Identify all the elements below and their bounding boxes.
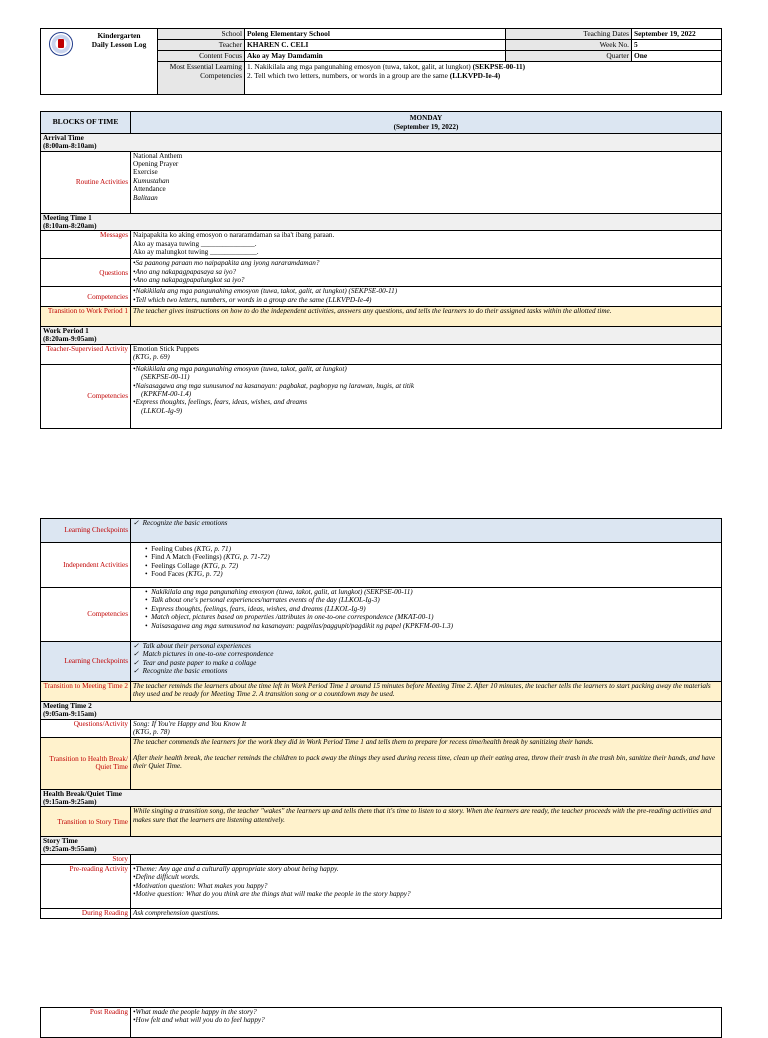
work1-competencies-label: Competencies xyxy=(41,364,131,428)
transition-story-label: Transition to Story Time xyxy=(41,807,131,837)
question-item: • Ano ang nakapagpapalungkot sa iyo? xyxy=(133,276,719,284)
day-name: MONDAY xyxy=(409,114,443,123)
school-value: Poleng Elementary School xyxy=(245,29,506,40)
teacher-supervised-activity xyxy=(131,344,722,364)
work1-section xyxy=(41,327,722,345)
work1-time: (8:20am-9:05am) xyxy=(43,334,97,344)
teacher-value: KHAREN C. CELI xyxy=(245,40,506,51)
routine-item: Exercise xyxy=(133,168,158,177)
messages-label: Messages xyxy=(41,231,131,259)
activity-item: • Food Faces (KTG, p. 72) xyxy=(145,570,719,578)
mel-1-text: 1. Nakikilala ang mga pangunahing emosyon (tuwa, takot, galit, at lungkot) xyxy=(247,62,473,71)
week-label: Week No. xyxy=(506,40,632,51)
competency-item: • Talk about one's personal experiences/narrates events of the day (LLKOL-Ig-3) xyxy=(145,596,719,604)
song-ref: (KTG, p. 78) xyxy=(133,728,170,736)
competency-item: • Nakikilala ang mga pangunahing emosyon (tuwa, takot, galit, at lungkot) (SEKPSE-00-11) xyxy=(145,588,719,596)
prereading-item: • Define difficult words. xyxy=(133,873,719,881)
learning-checkpoints-2-label: Learning Checkpoints xyxy=(41,642,131,682)
mel-label: Most Essential Learning Competencies xyxy=(158,62,245,95)
transition-mt2-label: Transition to Meeting Time 2 xyxy=(41,682,131,702)
post-reading-label: Post Reading xyxy=(41,1008,131,1038)
work1-title: Work Period 1 xyxy=(43,326,89,336)
meeting2-section xyxy=(41,702,722,720)
day-date: (September 19, 2022) xyxy=(393,122,459,131)
meeting1-title: Meeting Time 1 xyxy=(43,213,92,222)
checkpoint-item: ✓ Tear and paste paper to make a collage xyxy=(133,659,719,667)
learning-checkpoints-label: Learning Checkpoints xyxy=(41,519,131,543)
page2-competencies-label: Competencies xyxy=(41,588,131,642)
transition-story-text: While singing a transition song, the teacher "wakes" the learners up and tells them that it's time to listen to a story. When the learners are ready, the teacher proceeds with the pre-reading activities and makes sure that the learners are listening attentively. xyxy=(131,807,722,837)
question-item: • Sa paanong paraan mo naipapakita ang iyong nararamdaman? xyxy=(133,259,719,267)
checkpoint-item: ✓ Match pictures in one-to-one correspondence xyxy=(133,650,719,658)
arrival-title: Arrival Time xyxy=(43,133,84,142)
activity-item: • Feeling Cubes (KTG, p. 71) xyxy=(145,545,719,553)
prereading-list xyxy=(131,864,722,908)
competencies-label: Competencies xyxy=(41,287,131,307)
story-time: (9:25am-9:55am) xyxy=(43,844,97,854)
health-break-section xyxy=(41,789,722,807)
competency-item: • Nakikilala ang mga pangunahing emosyon (tuwa, takot, galit, at lungkot) (SEKPSE-00-11) xyxy=(133,287,719,295)
question-item: • Ano ang nakapagpapasaya sa iyo? xyxy=(133,268,719,276)
meeting2-time: (9:05am-9:15am) xyxy=(43,709,97,719)
mel-2-text: 2. Tell which two letters, numbers, or words in a group are the same xyxy=(247,71,450,80)
transition-mt2-text: The teacher reminds the learners about the time left in Work Period Time 1 around 15 minutes before Meeting Time 2. After 10 minutes, the teacher tells the learners to start packing away the materials they used and be ready for Meeting Time 2. A transition song or a countdown may be used. xyxy=(131,682,722,702)
teaching-dates-label: Teaching Dates xyxy=(506,29,632,40)
level-label: Kindergarten xyxy=(97,31,141,40)
health-break-title: Health Break/Quiet Time xyxy=(43,789,123,798)
mel-2-code: (LLKVPD-Ie-4) xyxy=(449,71,501,80)
song-title: Song: If You're Happy and You Know It xyxy=(133,719,247,728)
teaching-dates-value: September 19, 2022 xyxy=(632,29,722,40)
header-logo-cell xyxy=(41,29,158,95)
post-reading-item: • How felt and what will you do to feel happy? xyxy=(133,1016,719,1024)
checkpoint-item: ✓ Recognize the basic emotions xyxy=(133,667,719,675)
during-reading-text: Ask comprehension questions. xyxy=(131,908,722,918)
post-reading-list xyxy=(131,1008,722,1038)
week-value: 5 xyxy=(632,40,722,51)
ts-activity-name: Emotion Stick Puppets xyxy=(133,344,199,353)
learning-checkpoints-1 xyxy=(131,519,722,543)
activity-item: • Find A Match (Feelings) (KTG, p. 71-72) xyxy=(145,553,719,561)
questions-list xyxy=(131,259,722,287)
competency-item: • Match object, pictures based on properties /attributes in one-to-one correspondence (MKAT-00-1) xyxy=(145,613,719,621)
transition-health-break-label: Transition to Health Break/ Quiet Time xyxy=(41,737,131,789)
competency-item: • Express thoughts, feelings, fears, ideas, wishes, and dreams (LLKOL-Ig-9) xyxy=(145,605,719,613)
learning-checkpoints-2 xyxy=(131,642,722,682)
competency-item: • Nakikilala ang mga pangunahing emosyon (tuwa, takot, galit, at lungkot) (SEKPSE-00-11) xyxy=(133,365,719,382)
meeting1-section xyxy=(41,213,722,231)
questions-activity-label: Questions/Activity xyxy=(41,719,131,737)
school-label: School xyxy=(158,29,245,40)
competency-item: • Naisasagawa ang mga sumusunod na kasanayan: pagpilas/paggupit/pagdikit ng papel (KPKFM-00-1.3) xyxy=(145,622,719,630)
competency-item: • Tell which two letters, numbers, or words in a group are the same (LLKVPD-Ie-4) xyxy=(133,296,719,304)
questions-activity xyxy=(131,719,722,737)
arrival-section xyxy=(41,134,722,152)
meeting1-time: (8:10am-8:20am) xyxy=(43,220,97,230)
routine-item: Kumustahan xyxy=(133,176,170,185)
story-value xyxy=(131,854,722,864)
prereading-item: • Motive question: What do you think are the things that will make the people in the story happy? xyxy=(133,890,719,898)
routine-item: National Anthem xyxy=(133,151,183,160)
blocks-of-time-header: BLOCKS OF TIME xyxy=(41,112,131,134)
transition-health-break-text: The teacher commends the learners for the work they did in Work Period Time 1 and tells them to prepare for recess time/health break by sanitizing their hands. After their health break, the teacher reminds the children to pack away the things they used during recess time, clean up their eating area, throw their trash in the trash bin, sanitize their hands, and have their Quiet Time. xyxy=(131,737,722,789)
competency-item: • Express thoughts, feelings, fears, ideas, wishes, and dreams (LLKOL-Ig-9) xyxy=(133,398,719,415)
during-reading-label: During Reading xyxy=(41,908,131,918)
competency-item: • Naisasagawa ang mga sunusunod na kasanayan: pagbakat, paghopya ng larawan, hugis, at titik (KPKFM-00-1.4) xyxy=(133,382,719,399)
post-reading-item: • What made the people happy in the story? xyxy=(133,1008,719,1016)
mel-1-code: (SEKPSE-00-11) xyxy=(472,62,526,71)
routine-label: Routine Activities xyxy=(41,151,131,213)
checkpoint-item: ✓ Talk about their personal experiences xyxy=(133,642,719,650)
story-section xyxy=(41,837,722,855)
content-focus-value: Ako ay May Damdamin xyxy=(245,51,506,62)
transition-wp1-text: The teacher gives instructions on how to do the independent activities, answers any questions, and tells the learners to do their assigned tasks within the allotted time. xyxy=(131,307,722,327)
arrival-time: (8:00am-8:10am) xyxy=(43,141,97,151)
meeting2-title: Meeting Time 2 xyxy=(43,701,92,710)
story-label: Story xyxy=(41,854,131,864)
meeting1-competencies xyxy=(131,287,722,307)
schedule-table-page1 xyxy=(40,111,722,429)
teacher-label: Teacher xyxy=(158,40,245,51)
routine-item: Opening Prayer xyxy=(133,160,179,168)
ts-activity-ref: (KTG, p. 69) xyxy=(133,353,170,362)
prereading-item: • Motivation question: What makes you happy? xyxy=(133,882,719,890)
messages-list xyxy=(131,231,722,259)
prereading-item: • Theme: Any age and a culturally appropriate story about being happy. xyxy=(133,865,719,873)
checkpoint-item: ✓ Recognize the basic emotions xyxy=(133,519,719,527)
page2-competencies-list xyxy=(131,588,722,642)
transition-wp1-label: Transition to Work Period 1 xyxy=(41,307,131,327)
routine-list xyxy=(131,151,722,213)
health-break-time: (9:15am-9:25am) xyxy=(43,796,97,806)
independent-activities-list xyxy=(131,543,722,588)
message-line: Ako ay malungkot tuwing _____________. xyxy=(133,248,259,256)
schedule-table-page2 xyxy=(40,518,722,919)
day-header xyxy=(131,112,722,134)
routine-item: Balitaan xyxy=(133,193,158,202)
questions-label: Questions xyxy=(41,259,131,287)
story-title: Story Time xyxy=(43,836,78,846)
message-line: Naipapakita ko aking emosyon o nararamdaman sa iba't ibang paraan. xyxy=(133,231,335,240)
activity-item: • Feelings Collage (KTG, p. 72) xyxy=(145,562,719,570)
log-title: Daily Lesson Log xyxy=(91,40,147,49)
work1-competencies xyxy=(131,364,722,428)
routine-item: Attendance xyxy=(133,185,166,194)
quarter-value: One xyxy=(632,51,722,62)
schedule-table-page3 xyxy=(40,1007,722,1038)
independent-activities-label: Independent Activities xyxy=(41,543,131,588)
teacher-supervised-label: Teacher-Supervised Activity xyxy=(41,344,131,364)
deped-seal-icon xyxy=(41,29,81,56)
quarter-label: Quarter xyxy=(506,51,632,62)
message-line: Ako ay masaya tuwing _______________. xyxy=(133,239,257,248)
header-table xyxy=(40,28,722,95)
prereading-label: Pre-reading Activity xyxy=(41,864,131,908)
mel-value xyxy=(245,62,722,95)
content-focus-label: Content Focus xyxy=(158,51,245,62)
